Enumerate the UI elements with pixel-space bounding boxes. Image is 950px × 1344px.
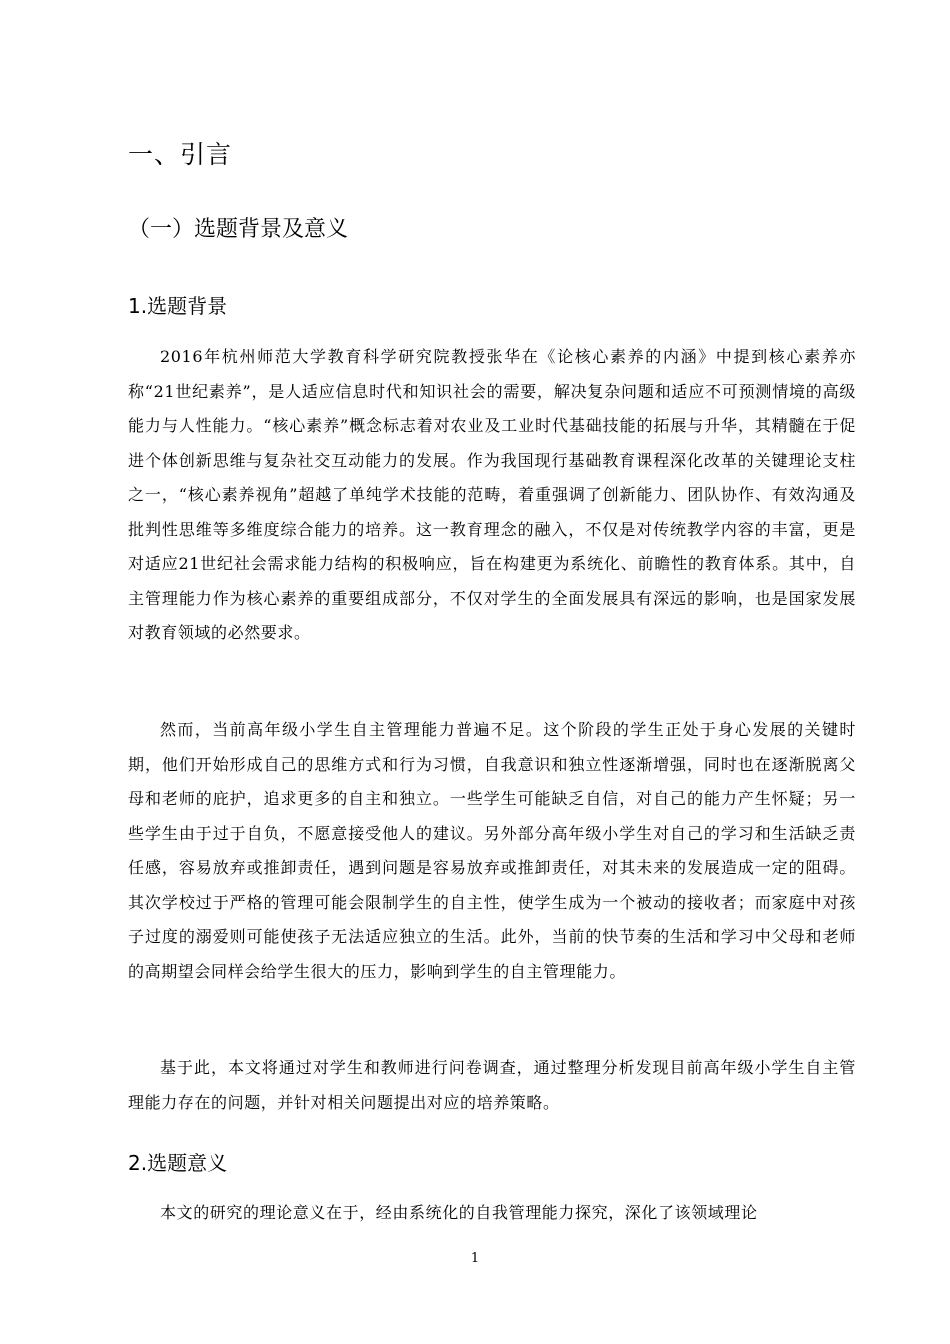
subsection-heading-significance: 2.选题意义 <box>128 1151 228 1175</box>
paragraph-current-problems: 然而，当前高年级小学生自主管理能力普遍不足。这个阶段的学生正处于身心发展的关键时期，他们开始形成自己的思维方式和行为习惯，自我意识和独立性逐渐增强，同时也在逐渐脱离父母和老师的庇护，追求更多的自主和独立。一些学生可能缺乏自信，对自己的能力产生怀疑；另一些学生由于过于自负，不愿意接受他人的建议。另外部分高年级小学生对自己的学习和生活缺乏责任感，容易放弃或推卸责任，遇到问题是容易放弃或推卸责任，对其未来的发展造成一定的阻碍。其次学校过于严格的管理可能会限制学生的自主性，使学生成为一个被动的接收者；而家庭中对孩子过度的溺爱则可能使孩子无法适应独立的生活。此外，当前的快节奏的生活和学习中父母和老师的高期望会同样会给学生很大的压力，影响到学生的自主管理能力。 <box>128 720 856 981</box>
page-number: 1 <box>470 1251 480 1266</box>
subsection-heading-background: 1.选题背景 <box>128 294 228 318</box>
paragraph-core-literacy: 2016年杭州师范大学教育科学研究院教授张华在《论核心素养的内涵》中提到核心素养亦称“21世纪素养”，是人适应信息时代和知识社会的需要，解决复杂问题和适应不可预测情境的高级能力与人性能力。“核心素养”概念标志着对农业及工业时代基础技能的拓展与升华，其精髓在于促进个体创新思维与复杂社交互动能力的发展。作为我国现行基础教育课程深化改革的关键理论支柱之一，“核心素养视角”超越了单纯学术技能的范畴，着重强调了创新能力、团队协作、有效沟通及批判性思维等多维度综合能力的培养。这一教育理念的融入，不仅是对传统教学内容的丰富，更是对适应21世纪社会需求能力结构的积极响应，旨在构建更为系统化、前瞻性的教育体系。其中，自主管理能力作为核心素养的重要组成部分，不仅对学生的全面发展具有深远的影响，也是国家发展对教育领域的必然要求。 <box>128 347 856 642</box>
chapter-heading: 一、引言 <box>128 140 233 169</box>
section-heading: （一）选题背景及意义 <box>128 217 349 242</box>
paragraph-research-plan: 基于此，本文将通过对学生和教师进行问卷调查，通过整理分析发现目前高年级小学生自主管理能力存在的问题，并针对相关问题提出对应的培养策略。 <box>128 1058 856 1112</box>
paragraph-significance: 本文的研究的理论意义在于，经由系统化的自我管理能力探究，深化了该领域理论 <box>160 1203 758 1222</box>
